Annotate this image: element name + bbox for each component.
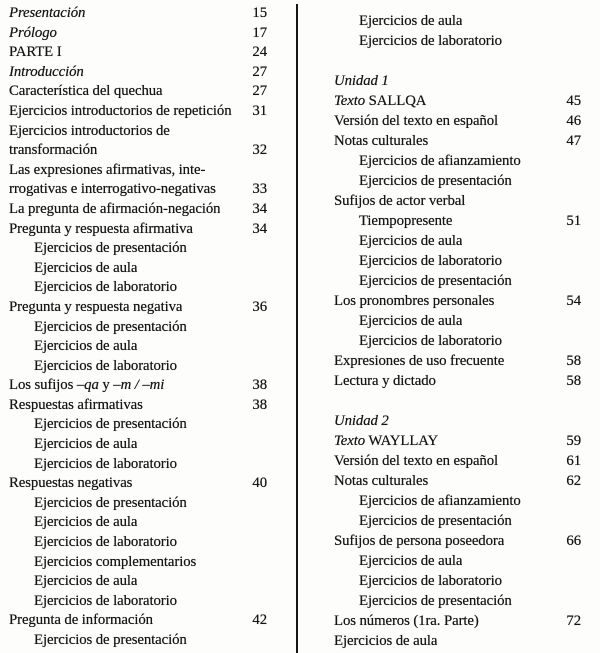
toc-spacer xyxy=(334,391,581,411)
toc-entry xyxy=(9,24,267,44)
toc-entry-title: Los pronombres personales xyxy=(334,293,495,309)
toc-entry-page: 36 xyxy=(252,298,267,315)
toc-entry-title: Ejercicios de presentación xyxy=(359,173,512,189)
toc-entry-title: Ejercicios de aula xyxy=(334,633,438,649)
toc-entry-title: Ejercicios de laboratorio xyxy=(359,333,502,349)
toc-entry-title: Ejercicios de laboratorio xyxy=(34,534,177,551)
toc-entry-title: Ejercicios de aula xyxy=(359,553,463,569)
toc-entry xyxy=(9,180,267,200)
toc-entry-title: Lectura y dictado xyxy=(334,373,436,389)
toc-entry-title xyxy=(9,376,164,396)
toc-entry xyxy=(334,131,581,151)
toc-entry xyxy=(9,239,267,259)
toc-entry-title: Ejercicios de presentación xyxy=(34,240,187,257)
toc-entry xyxy=(334,31,581,51)
toc-entry xyxy=(334,371,581,391)
toc-entry xyxy=(9,161,267,181)
toc-entry xyxy=(334,311,581,331)
toc-entry-title: Pregunta y respuesta negativa xyxy=(9,298,183,315)
toc-entry-page: 27 xyxy=(252,83,267,100)
toc-entry-title: Ejercicios de presentación xyxy=(359,593,512,609)
toc-entry-title: Sufijos de actor verbal xyxy=(334,193,466,209)
toc-entry-title: Pregunta de información xyxy=(9,612,153,629)
toc-entry xyxy=(9,4,267,24)
toc-entry xyxy=(334,631,581,651)
toc-entry-title: Ejercicios de presentación xyxy=(34,416,187,433)
toc-entry-title-part: Los sufijos xyxy=(9,377,77,394)
toc-entry-page: 17 xyxy=(252,24,267,41)
toc-entry-title: Las expresiones afirmativas, inte- xyxy=(9,161,206,178)
toc-entry-title: Ejercicios de aula xyxy=(359,313,463,329)
toc-entry-page: 47 xyxy=(566,133,581,149)
toc-entry xyxy=(334,191,581,211)
toc-entry xyxy=(334,531,581,551)
toc-entry-page: 54 xyxy=(566,293,581,309)
toc-entry-title: Ejercicios de laboratorio xyxy=(359,253,502,269)
toc-entry-title: Unidad 2 xyxy=(334,413,389,429)
toc-entry-title: rrogativas e interrogativo-negativas xyxy=(9,181,216,198)
toc-entry xyxy=(9,376,267,396)
toc-entry-page: 45 xyxy=(566,93,581,109)
toc-entry-title: La pregunta de afirmación-negación xyxy=(9,200,221,217)
toc-entry-title: Ejercicios introductorios de repetición xyxy=(9,102,232,119)
toc-entry-title: Prólogo xyxy=(9,24,57,41)
toc-entry-title-part: Texto xyxy=(334,93,366,109)
toc-entry-page: 58 xyxy=(566,373,581,389)
toc-entry xyxy=(9,533,267,553)
toc-entry xyxy=(334,71,581,91)
toc-entry-title: Versión del texto en español xyxy=(334,453,499,469)
toc-entry xyxy=(9,141,267,161)
toc-entry-title: Característica del quechua xyxy=(9,83,163,100)
toc-entry xyxy=(9,63,267,83)
toc-entry xyxy=(334,271,581,291)
toc-entry xyxy=(9,318,267,338)
toc-entry xyxy=(334,91,581,111)
toc-entry-title: Ejercicios de presentación xyxy=(359,273,512,289)
toc-entry-page: 24 xyxy=(252,44,267,61)
toc-entry xyxy=(9,631,267,651)
toc-entry xyxy=(334,351,581,371)
toc-entry-title: Ejercicios de laboratorio xyxy=(34,455,177,472)
toc-entry-title-part: –qa xyxy=(76,377,99,394)
toc-entry-title: Sufijos de persona poseedora xyxy=(334,533,505,549)
toc-entry-page: 46 xyxy=(566,113,581,129)
toc-entry xyxy=(9,43,267,63)
toc-entry xyxy=(334,151,581,171)
toc-entry-title-part: Texto xyxy=(334,433,366,449)
toc-entry-title: Ejercicios de laboratorio xyxy=(359,573,502,589)
toc-entry xyxy=(9,337,267,357)
toc-entry-title: Los números (1ra. Parte) xyxy=(334,613,479,629)
toc-entry xyxy=(9,435,267,455)
toc-entry xyxy=(9,592,267,612)
toc-entry-title: Ejercicios de aula xyxy=(359,233,463,249)
toc-entry-page: 40 xyxy=(252,475,267,492)
toc-entry-title: Respuestas negativas xyxy=(9,475,133,492)
toc-entry-title: Ejercicios introductorios de xyxy=(9,122,170,139)
toc-entry-title: Unidad 1 xyxy=(334,73,389,89)
toc-entry xyxy=(9,122,267,142)
toc-entry xyxy=(9,572,267,592)
toc-entry-page: 32 xyxy=(252,142,267,159)
toc-entry xyxy=(334,331,581,351)
toc-entry xyxy=(334,611,581,631)
toc-entry-page: 31 xyxy=(252,102,267,119)
toc-entry-title: Tiempopresente xyxy=(359,213,453,229)
toc-entry xyxy=(9,357,267,377)
toc-entry xyxy=(9,82,267,102)
toc-entry-title: Ejercicios de aula xyxy=(34,436,138,453)
toc-entry-title: Ejercicios complementarios xyxy=(34,553,197,570)
toc-entry-title xyxy=(334,431,438,451)
toc-left-column xyxy=(9,4,267,651)
toc-entry-page: 51 xyxy=(566,213,581,229)
toc-entry-title: Ejercicios de presentación xyxy=(34,632,187,648)
toc-entry xyxy=(334,411,581,431)
toc-entry-title: Ejercicios de presentación xyxy=(34,318,187,335)
toc-entry xyxy=(9,611,267,631)
toc-entry-page: 66 xyxy=(566,533,581,549)
toc-entry xyxy=(334,171,581,191)
toc-entry xyxy=(334,251,581,271)
toc-entry-title: Ejercicios de aula xyxy=(34,514,138,531)
toc-entry-title: Presentación xyxy=(9,5,86,21)
toc-entry-title: Ejercicios de aula xyxy=(34,338,138,355)
toc-entry xyxy=(9,220,267,240)
toc-entry-title: Ejercicios de laboratorio xyxy=(34,592,177,609)
toc-entry-page: 15 xyxy=(252,5,267,21)
toc-entry-title: PARTE I xyxy=(9,44,62,61)
toc-entry xyxy=(334,231,581,251)
toc-entry-page: 72 xyxy=(566,613,581,629)
toc-entry-title: Ejercicios de aula xyxy=(34,259,138,276)
toc-entry-title: Ejercicios de laboratorio xyxy=(359,33,502,49)
toc-entry-title: Notas culturales xyxy=(334,133,429,149)
toc-right-column xyxy=(334,11,581,651)
toc-entry xyxy=(9,513,267,533)
toc-entry xyxy=(334,451,581,471)
toc-entry xyxy=(334,211,581,231)
toc-entry-title: Pregunta y respuesta afirmativa xyxy=(9,220,193,237)
toc-entry xyxy=(9,415,267,435)
toc-entry-title-part: SALLQA xyxy=(365,93,427,109)
toc-entry xyxy=(334,571,581,591)
toc-entry-title: Ejercicios de laboratorio xyxy=(34,357,177,374)
toc-entry xyxy=(9,474,267,494)
toc-entry xyxy=(9,396,267,416)
toc-entry-title: Ejercicios de afianzamiento xyxy=(359,493,521,509)
toc-entry xyxy=(334,491,581,511)
toc-entry-title: Ejercicios de aula xyxy=(359,13,463,29)
toc-entry-title: Introducción xyxy=(9,63,84,80)
toc-entry xyxy=(334,511,581,531)
toc-entry xyxy=(9,102,267,122)
toc-entry xyxy=(9,553,267,573)
toc-entry xyxy=(9,455,267,475)
toc-entry-title-part: y xyxy=(98,377,114,394)
toc-entry-title: Ejercicios de presentación xyxy=(359,513,512,529)
toc-spacer xyxy=(334,51,581,71)
toc-entry-page: 38 xyxy=(252,396,267,413)
toc-entry xyxy=(334,111,581,131)
column-divider xyxy=(296,4,298,653)
toc-entry-title: Versión del texto en español xyxy=(334,113,499,129)
toc-entry xyxy=(334,551,581,571)
toc-entry-title: Notas culturales xyxy=(334,473,429,489)
toc-entry-title: Ejercicios de afianzamiento xyxy=(359,153,521,169)
toc-entry xyxy=(334,11,581,31)
toc-entry-title xyxy=(334,91,426,111)
toc-entry-title: Respuestas afirmativas xyxy=(9,396,143,413)
toc-entry-page: 33 xyxy=(252,181,267,198)
toc-entry xyxy=(334,291,581,311)
toc-entry-page: 58 xyxy=(566,353,581,369)
toc-entry-title: transformación xyxy=(9,142,98,159)
toc-entry-page: 42 xyxy=(252,612,267,629)
toc-entry xyxy=(334,431,581,451)
toc-entry-title: Expresiones de uso frecuente xyxy=(334,353,505,369)
toc-entry xyxy=(9,259,267,279)
toc-entry-page: 34 xyxy=(252,200,267,217)
toc-entry xyxy=(9,298,267,318)
toc-entry xyxy=(9,278,267,298)
toc-entry-title: Ejercicios de presentación xyxy=(34,494,187,511)
toc-entry-page: 59 xyxy=(566,433,581,449)
toc-entry xyxy=(334,471,581,491)
toc-entry xyxy=(334,591,581,611)
toc-entry xyxy=(9,494,267,514)
toc-entry-title-part: WAYLLAY xyxy=(365,433,439,449)
toc-entry-title-part: –m / –mi xyxy=(113,377,165,394)
toc-entry-title: Ejercicios de aula xyxy=(34,573,138,590)
toc-entry-page: 27 xyxy=(252,63,267,80)
toc-entry-title: Ejercicios de laboratorio xyxy=(34,279,177,296)
toc-entry-page: 61 xyxy=(566,453,581,469)
toc-entry-page: 62 xyxy=(566,473,581,489)
toc-entry-page: 34 xyxy=(252,220,267,237)
toc-entry-page: 38 xyxy=(252,377,267,394)
toc-entry xyxy=(9,200,267,220)
